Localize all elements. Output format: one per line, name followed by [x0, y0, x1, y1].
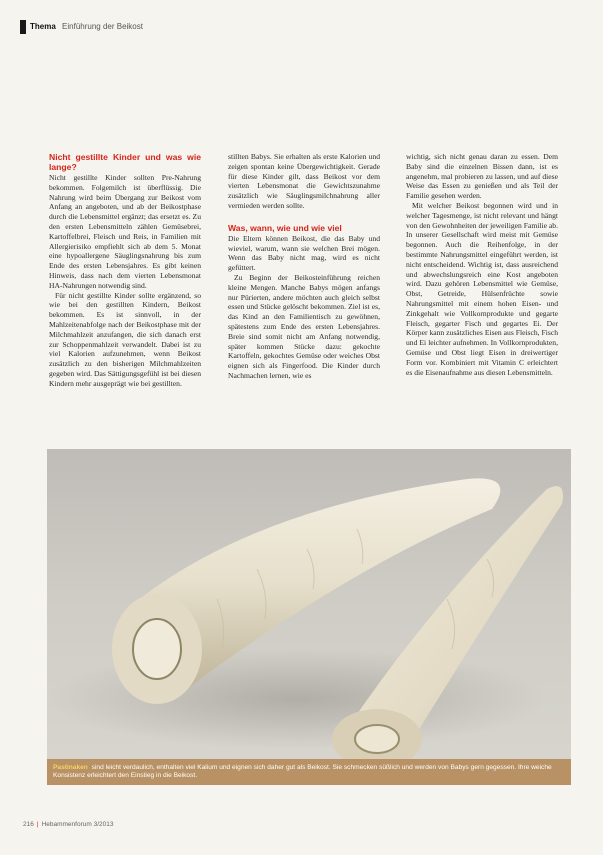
paragraph: Die Eltern können Beikost, die das Baby und wieviel, warum, wann sie welchen Brei mögen. Wenn das Baby nicht mag, wird es nicht gefüttert.: [228, 233, 380, 273]
heading-not-breastfed: Nicht gestillte Kinder und was wie lange?: [49, 152, 201, 172]
caption-lead: Pastinaken: [53, 764, 88, 771]
page-footer: [23, 821, 113, 828]
parsnip-back-cut: [355, 725, 399, 753]
text-column-2: [228, 152, 380, 381]
page-number: 216: [23, 821, 34, 828]
paragraph: wichtig, sich nicht genau daran zu essen. Dem Baby sind die einzelnen Bissen dann, ist es angenehm, mal probieren zu lassen, und auf diese Weise das Essen zu genießen und als Teil der Familie gesehen werden.: [406, 152, 558, 201]
paragraph: Für nicht gestillte Kinder sollte ergänzend, so wie bei den gestillten Kindern, Beikost bekommen. Es ist sinnvoll, in der Mahlzeitenabfolge nach der Beikostphase mit der Milchmahlzeit anzufangen, die sich danach erst zur Schoppenmahlzeit verwandelt. Dabei ist zu viel Kalorien aufzunehmen, wenn Beikost zusätzlich zu den bisherigen Milchmahlzeiten gegeben wird. Das Sättigungsgefühl ist bei diesen Kindern mehr ausgeprägt wie bei gestillten.: [49, 290, 201, 388]
paragraph: Zu Beginn der Beikosteinführung reichen kleine Mengen. Manche Babys mögen anfangs nur Pürierten, andere möchten auch gleich selbst essen und Stücke gelöscht bekommen. Ziel ist es, das Kind an den Familientisch zu gewöhnen, spätestens zum Ende des ersten Lebensjahres. Breie sind somit nicht am Anfang notwendig, später kommen Stücke dazu: gekochte Kartoffeln, gekochtes Gemüse oder weiches Obst eignen sich als Fingerfood. Die Kinder durch Nachmachen lernen, wie es: [228, 272, 380, 380]
header-rule: [20, 20, 26, 34]
paragraph: Mit welcher Beikost begonnen wird und in welcher Tagesmenge, ist nicht relevant und hängt von den Gewohnheiten der jeweiligen Familie ab. In unserer Gesellschaft wird meist mit Gemüse begonnen. Auch die Reihenfolge, in der bestimmte Nahrungsmittel eingeführt werden, ist nicht entscheidend. Wichtig ist, dass ausreichend und abwechslungsreich eine Kost angeboten wird. Dazu gehören Lebensmittel wie Gemüse, Obst, Getreide, Hülsenfrüchte sowie Nahrungsmittel mit einem hohen Eisen- und Zinkgehalt wie Vollkornprodukte und gegarte Fleisch, gegarter Fisch und gegartes Ei. Der Körper kann zusätzliches Eisen aus Fleisch, Fisch und Ei leichter aufnehmen. In Vollkornprodukten, Gemüse und Obst liegt Eisen in dreiwertiger Form vor. Kombiniert mit Vitamin C erleichtert es die Eisenaufnahme aus diesen Lebensmitteln.: [406, 200, 558, 377]
parsnip-front-cut: [133, 619, 181, 679]
paragraph: stillten Babys. Sie erhalten als erste Kalorien und zeigen spontan keine Übergewichtigkeit. Gerade für diese Kinder gilt, dass Beikost vor dem vierten Lebensmonat die Gewichtszunahme zusätzlich wie Säuglingsmilchnahrung aller vermieden werden sollte.: [228, 152, 380, 210]
text-column-3: [406, 152, 558, 377]
paragraph: Nicht gestillte Kinder sollten Pre-Nahrung bekommen. Folgemilch ist überflüssig. Die Nahrung wird beim Übergang zur Beikost vom Anfang an angeboten, und ab der Beikostphase durch die Lebensmittel ergänzt; das ersetzt es. Zu den ersten Lebensmitteln zählen Gemüsebrei, Kartoffelbrei, Fleisch und Reis, in Familien mit Allergierisiko empfiehlt sich ab dem 5. Monat eine hypoallergene Säuglingsnahrung bis zum Ende des ersten Lebensjahres. Es gibt keinen Hinweis, dass nach dem vierten Lebensmonat HA-Nahrungen notwendig sind.: [49, 173, 201, 290]
photo-caption: [47, 759, 571, 785]
text-column-1: [49, 152, 201, 389]
parsnip-photo: [47, 449, 571, 776]
section-label: Thema: [30, 22, 56, 31]
heading-what-when: Was, wann, wie und wie viel: [228, 222, 342, 233]
caption-text: sind leicht verdaulich, enthalten viel Kalium und eignen sich daher gut als Beikost. Sie schmecken süßlich und werden von Babys gern gegessen. Ihre weiche Konsistenz erleichtert den Einstieg in die Beikost.: [53, 764, 552, 780]
running-header: [30, 22, 143, 31]
section-subtitle: Einführung der Beikost: [62, 22, 143, 31]
journal-name: Hebammenforum 3/2013: [41, 821, 114, 828]
footer-separator: |: [36, 821, 39, 828]
